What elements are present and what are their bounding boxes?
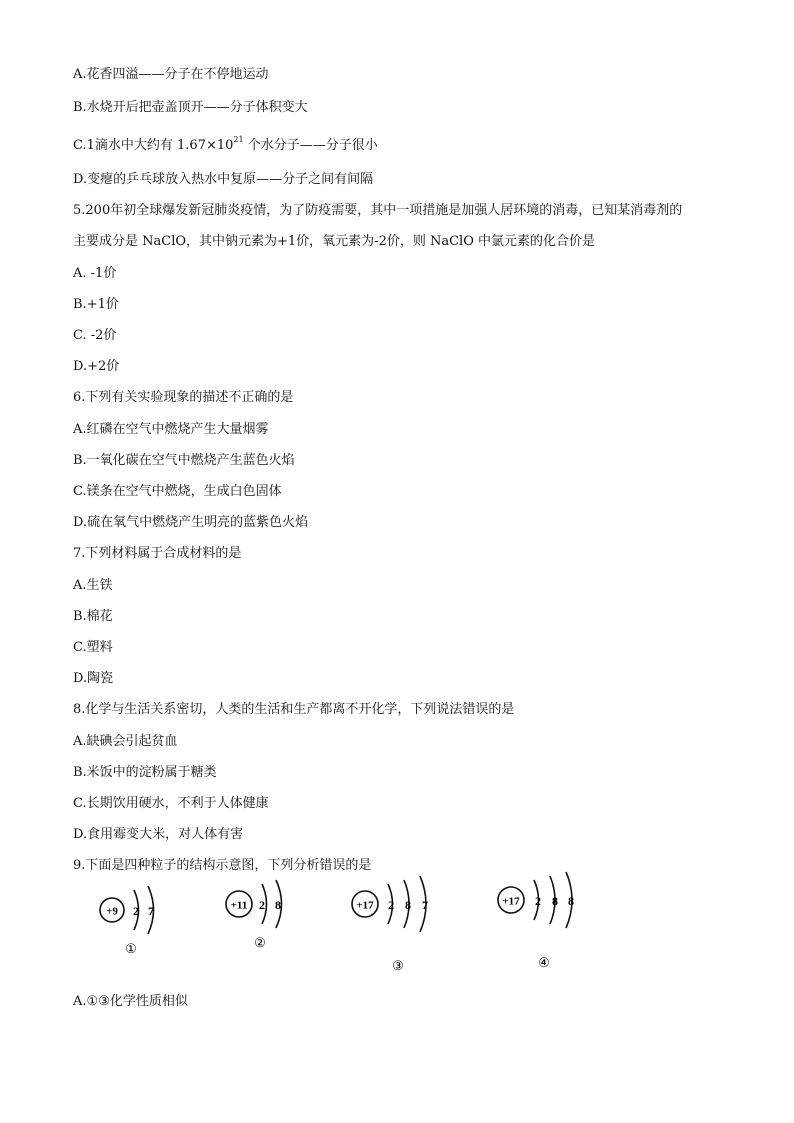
q6-option-a: A.红磷在空气中燃烧产生大量烟雾 bbox=[73, 422, 269, 437]
particle-4-shell-2-count: 8 bbox=[552, 894, 558, 908]
particle-3-shell-2-count: 8 bbox=[405, 898, 411, 912]
q6-option-c: C.镁条在空气中燃烧，生成白色固体 bbox=[73, 484, 282, 499]
q4-option-a: A.花香四溢——分子在不停地运动 bbox=[73, 67, 269, 82]
particle-1-nucleus: +9 bbox=[106, 905, 118, 918]
q5-option-b: B.+1价 bbox=[73, 297, 119, 312]
q5-stem-line1: 5.200年初全球爆发新冠肺炎疫情，为了防疫需要，其中一项措施是加强人居环境的消毒，已知某消毒剂的 bbox=[73, 203, 683, 218]
q4-option-c-pre: C.1滴水中大约有 1.67×10 bbox=[73, 138, 234, 153]
particle-2-svg bbox=[222, 878, 302, 978]
particle-2-nucleus: +11 bbox=[230, 899, 248, 912]
particle-diagram-1 bbox=[96, 878, 176, 978]
q5-stem-line2: 主要成分是 NaClO，其中钠元素为+1价，氧元素为-2价，则 NaClO 中氯元素的化合价是 bbox=[73, 234, 595, 249]
q8-option-b: B.米饭中的淀粉属于糖类 bbox=[73, 765, 217, 780]
particle-4-nucleus: +17 bbox=[502, 895, 520, 908]
particle-4-shell-3-count: 8 bbox=[568, 894, 574, 908]
particle-diagram-2 bbox=[222, 878, 302, 978]
particle-1-svg bbox=[96, 878, 176, 978]
particle-3-shell-1-count: 2 bbox=[388, 898, 394, 912]
particle-1-shell-1-count: 2 bbox=[133, 904, 139, 918]
q8-stem: 8.化学与生活关系密切，人类的生活和生产都离不开化学，下列说法错误的是 bbox=[73, 702, 515, 717]
particle-3-svg bbox=[348, 878, 448, 978]
q5-option-a: A. -1价 bbox=[73, 266, 117, 281]
q5-option-c: C. -2价 bbox=[73, 328, 117, 343]
q8-option-d: D.食用霉变大米，对人体有害 bbox=[73, 827, 244, 842]
particle-2-shell-2-count: 8 bbox=[275, 898, 281, 912]
particle-4-shell-1-count: 2 bbox=[535, 894, 541, 908]
particle-1-shell-2-count: 7 bbox=[148, 904, 154, 918]
q4-option-c bbox=[73, 137, 378, 155]
q8-option-a: A.缺碘会引起贫血 bbox=[73, 734, 178, 749]
q8-option-c: C.长期饮用硬水，不利于人体健康 bbox=[73, 796, 269, 811]
q7-stem: 7.下列材料属于合成材料的是 bbox=[73, 546, 242, 561]
particle-diagram-4 bbox=[494, 878, 594, 978]
q7-option-a: A.生铁 bbox=[73, 578, 113, 593]
q6-option-b: B.一氧化碳在空气中燃烧产生蓝色火焰 bbox=[73, 453, 295, 468]
q6-option-d: D.硫在氧气中燃烧产生明亮的蓝紫色火焰 bbox=[73, 515, 309, 530]
particle-2-label: ② bbox=[254, 936, 266, 951]
q4-option-b: B.水烧开后把壶盖顶开——分子体积变大 bbox=[73, 100, 308, 115]
particle-3-nucleus: +17 bbox=[356, 899, 374, 912]
q7-option-c: C.塑料 bbox=[73, 640, 113, 655]
q4-option-c-post: 个水分子——分子很小 bbox=[243, 138, 378, 153]
q6-stem: 6.下列有关实验现象的描述不正确的是 bbox=[73, 390, 294, 405]
q7-option-b: B.棉花 bbox=[73, 609, 113, 624]
particle-4-svg bbox=[494, 878, 594, 978]
q9-stem: 9.下面是四种粒子的结构示意图，下列分析错误的是 bbox=[73, 858, 372, 873]
q7-option-d: D.陶瓷 bbox=[73, 671, 114, 686]
q4-option-c-exponent: 21 bbox=[233, 135, 244, 144]
q4-option-d: D.变瘪的乒乓球放入热水中复原——分子之间有间隔 bbox=[73, 172, 374, 187]
q5-option-d: D.+2价 bbox=[73, 359, 120, 374]
particle-3-label: ③ bbox=[392, 959, 404, 974]
particle-4-label: ④ bbox=[538, 956, 550, 971]
particle-3-shell-3-count: 7 bbox=[422, 898, 428, 912]
particle-diagram-3 bbox=[348, 878, 448, 978]
particle-2-shell-1-count: 2 bbox=[259, 898, 265, 912]
particle-1-label: ① bbox=[125, 942, 137, 957]
q9-option-a: A.①③化学性质相似 bbox=[73, 994, 188, 1009]
